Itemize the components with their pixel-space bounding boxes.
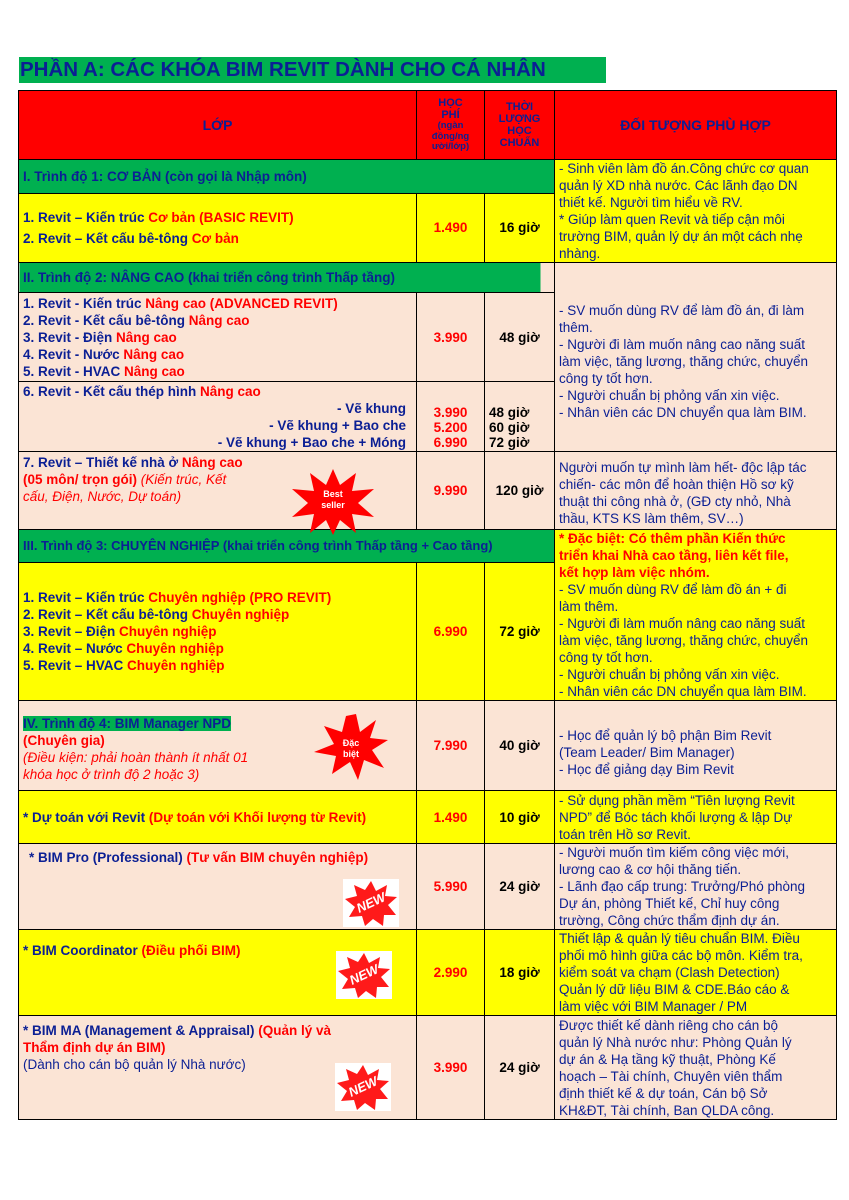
table-header — [19, 91, 837, 160]
header-thoi-luong: THỜI LƯỢNG HỌC CHUẨN — [485, 91, 555, 160]
header-doi-tuong: ĐỐI TƯỢNG PHÙ HỢP — [555, 91, 837, 160]
section-4-price: 7.990 — [417, 701, 485, 791]
section-1-duration: 16 giờ — [485, 193, 555, 262]
table-row — [19, 1016, 837, 1120]
table-row — [19, 791, 837, 844]
section-2-heading: II. Trình độ 2: NÂNG CAO (khai triển công trình Thấp tầng) — [19, 263, 555, 293]
section-3-desc: * Đặc biệt: Có thêm phần Kiến thức triển khai Nhà cao tầng, liên kết file, kết hợp làm việc nhóm. - SV muốn dùng RV để làm đồ án + đi làm thêm. - Người đi làm muốn nâng cao năng suất làm việc, tăng lương, thăng chức, chuyển công ty tốt hơn. - Người chuẩn bị phỏng vấn xin việc. - Nhân viên các DN chuyển qua làm BIM. — [555, 530, 837, 701]
table-row — [19, 452, 837, 530]
bimma-course: * BIM MA (Management & Appraisal) (Quản lý và Thẩm định dự án BIM) (Dành cho cán bộ quản lý Nhà nước) — [19, 1016, 417, 1120]
table-row — [19, 701, 837, 791]
section-3-price: 6.990 — [417, 562, 485, 700]
section-2-desc: - SV muốn dùng RV để làm đồ án, đi làm thêm. - Người đi làm muốn nâng cao năng suất làm việc, tăng lương, thăng chức, chuyển công ty tốt hơn. - Người chuẩn bị phỏng vấn xin việc. - Nhân viên các DN chuyển qua làm BIM. — [555, 263, 837, 452]
section-2-price: 3.990 — [417, 293, 485, 382]
dutoan-desc: - Sử dụng phần mềm “Tiên lượng Revit NPD” để Bóc tách khối lượng & lập Dự toán trên Hồ sơ Revit. — [555, 791, 837, 844]
section-1-heading: I. Trình độ 1: CƠ BẢN (còn gọi là Nhập môn) — [19, 160, 555, 194]
section-1-desc: - Sinh viên làm đồ án.Công chức cơ quan quản lý XD nhà nước. Các lãnh đạo DN thiết kế. Người tìm hiểu về RV. * Giúp làm quen Revit và tiếp cận môi trường BIM, quản lý dự án một cách nhẹ nhàng. — [555, 160, 837, 263]
bimpro-duration: 24 giờ — [485, 844, 555, 930]
dutoan-course: * Dự toán với Revit (Dự toán với Khối lượng từ Revit) — [19, 791, 417, 844]
section-3-courses: 1. Revit – Kiến trúc Chuyên nghiệp (PRO REVIT) 2. Revit – Kết cấu bê-tông Chuyên nghiệp 3. Revit – Điện Chuyên nghiệp 4. Revit – Nước Chuyên nghiệp 5. Revit – HVAC Chuyên nghiệp — [19, 562, 417, 700]
section-1-price: 1.490 — [417, 193, 485, 262]
section-2-house-duration: 120 giờ — [485, 452, 555, 530]
dutoan-duration: 10 giờ — [485, 791, 555, 844]
bimpro-price: 5.990 — [417, 844, 485, 930]
dutoan-price: 1.490 — [417, 791, 485, 844]
bimpro-desc: - Người muốn tìm kiếm công việc mới, lương cao & cơ hội thăng tiến. - Lãnh đạo cấp trung: Trưởng/Phó phòng Dự án, phòng Thiết kế, Chỉ huy công trường, Công chức thẩm định dự án. — [555, 844, 837, 930]
header-hoc-phi: HỌC PHÍ (ngàn đồng/ng ười/lớp) — [417, 91, 485, 160]
table-row — [19, 263, 837, 293]
table-row — [19, 530, 837, 563]
table-row — [19, 930, 837, 1016]
section-4-course: IV. Trình độ 4: BIM Manager NPD (Chuyên gia) (Điều kiện: phải hoàn thành ít nhất 01 khóa học ở trình độ 2 hoặc 3) — [19, 701, 417, 791]
coord-price: 2.990 — [417, 930, 485, 1016]
table-row — [19, 844, 837, 930]
bimma-duration: 24 giờ — [485, 1016, 555, 1120]
section-2-house: 7. Revit – Thiết kế nhà ở Nâng cao (05 môn/ trọn gói) (Kiến trúc, Kết cấu, Điện, Nước, Dự toán) — [19, 452, 417, 530]
table-row — [19, 160, 837, 194]
coord-course: * BIM Coordinator (Điều phối BIM) — [19, 930, 417, 1016]
section-2-house-desc: Người muốn tự mình làm hết- độc lập tác chiến- các môn để hoàn thiện Hồ sơ kỹ thuật thi công nhà ở, (GĐ cty nhỏ, Nhà thầu, KTS KS làm thêm, SV…) — [555, 452, 837, 530]
section-2-steel: 6. Revit - Kết cấu thép hình Nâng cao - Vẽ khung - Vẽ khung + Bao che - Vẽ khung + Bao che + Móng — [19, 382, 417, 452]
new-badge-bimma: NEW — [335, 1063, 391, 1111]
section-2-steel-prices: 3.990 5.200 6.990 — [417, 382, 485, 452]
course-table — [18, 90, 837, 1120]
bimma-price: 3.990 — [417, 1016, 485, 1120]
section-3-heading: III. Trình độ 3: CHUYÊN NGHIỆP (khai triển công trình Thấp tầng + Cao tầng) — [19, 530, 555, 563]
section-2-steel-durations: 48 giờ 60 giờ 72 giờ — [485, 382, 555, 452]
section-1-courses: 1. Revit – Kiến trúc Cơ bản (BASIC REVIT) 2. Revit – Kết cấu bê-tông Cơ bản — [19, 193, 417, 262]
header-lop: LỚP — [19, 91, 417, 160]
best-seller-badge: Best seller — [290, 467, 376, 537]
section-2-house-price: 9.990 — [417, 452, 485, 530]
bimma-desc: Được thiết kế dành riêng cho cán bộ quản lý Nhà nước như: Phòng Quản lý dự án & Hạ tầng kỹ thuật, Phòng Kế hoạch – Tài chính, Chuyên viên thẩm định thiết kế & dự toán, Cán bộ Sở KH&ĐT, Tài chính, Ban QLDA công. — [555, 1016, 837, 1120]
section-3-duration: 72 giờ — [485, 562, 555, 700]
bimpro-course: * BIM Pro (Professional) (Tư vấn BIM chuyên nghiệp) — [19, 844, 417, 930]
coord-duration: 18 giờ — [485, 930, 555, 1016]
new-badge-bimpro: NEW — [343, 879, 399, 927]
new-badge-coordinator: NEW — [336, 951, 392, 999]
section-2-courses: 1. Revit - Kiến trúc Nâng cao (ADVANCED REVIT) 2. Revit - Kết cấu bê-tông Nâng cao 3. Revit - Điện Nâng cao 4. Revit - Nước Nâng cao 5. Revit - HVAC Nâng cao — [19, 293, 417, 382]
section-2-duration: 48 giờ — [485, 293, 555, 382]
section-4-duration: 40 giờ — [485, 701, 555, 791]
page-title: PHẦN A: CÁC KHÓA BIM REVIT DÀNH CHO CÁ NHÂN — [19, 57, 606, 83]
coord-desc: Thiết lập & quản lý tiêu chuẩn BIM. Điều phối mô hình giữa các bộ môn. Kiểm tra, kiểm soát va chạm (Clash Detection) Quản lý dữ liệu BIM & CDE.Báo cáo & làm việc với BIM Manager / PM — [555, 930, 837, 1016]
section-4-desc: - Học để quản lý bộ phận Bim Revit (Team Leader/ Bim Manager) - Học để giảng dạy Bim Revit — [555, 701, 837, 791]
special-badge: Đặc biệt — [312, 712, 390, 782]
